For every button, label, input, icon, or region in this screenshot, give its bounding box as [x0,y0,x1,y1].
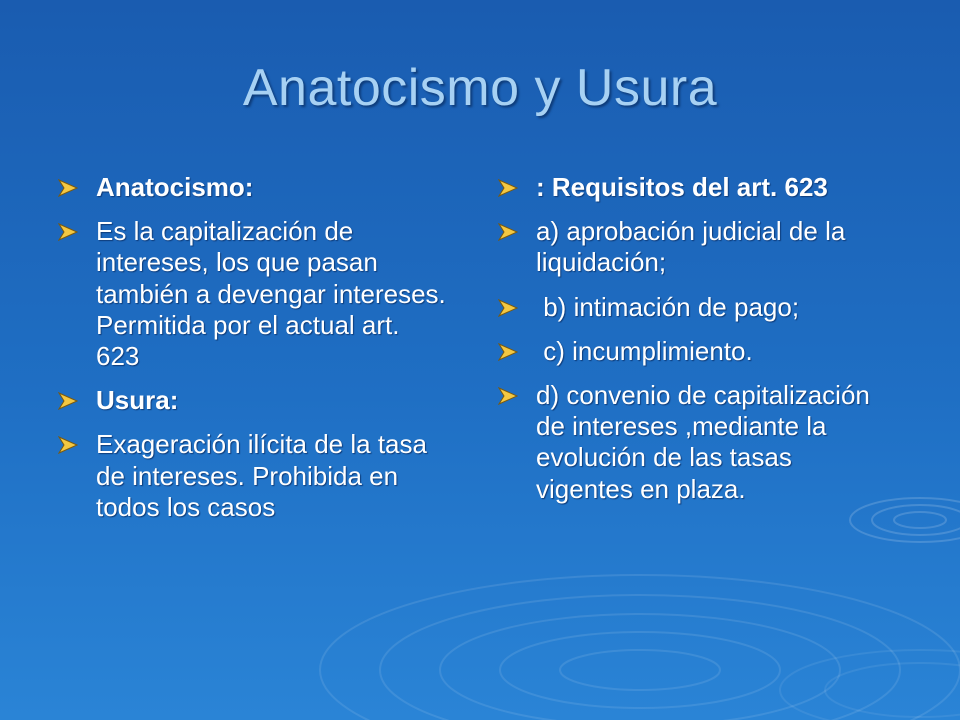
item-text: : Requisitos del art. 623 [536,172,828,202]
item-text: c) incumplimiento. [536,335,753,366]
list-item [498,380,883,505]
arrow-bullet-icon [498,179,518,197]
arrow-bullet-icon [58,223,78,241]
item-text: b) intimación de pago; [536,291,800,322]
arrow-bullet-icon [58,436,78,454]
left-column-list [58,172,448,536]
arrow-bullet-icon [58,392,78,410]
list-item [498,172,883,203]
item-text: a) aprobación judicial de la liquidación; [536,216,846,278]
arrow-bullet-icon [58,179,78,197]
item-text: Exageración ilícita de la tasa de intereses. Prohibida en todos los casos [96,429,427,522]
list-item [58,172,448,203]
list-item [498,292,883,323]
item-text: d) convenio de capitalización de intereses ,mediante la evolución de las tasas vigentes en plaza. [536,379,870,504]
list-item [58,385,448,416]
list-item [498,336,883,367]
right-column-list [498,172,883,518]
item-text: Es la capitalización de intereses, los que pasan también a devengar intereses. Permitida por el actual art. 623 [96,216,446,371]
arrow-bullet-icon [498,223,518,241]
item-text: Usura: [96,385,179,416]
arrow-bullet-icon [498,387,518,405]
arrow-bullet-icon [498,343,518,361]
list-item [58,429,448,523]
list-item [498,216,883,278]
list-item [58,216,448,372]
slide-title: Anatocismo y Usura [242,59,718,117]
arrow-bullet-icon [498,299,518,317]
item-text: Anatocismo: [96,172,254,202]
